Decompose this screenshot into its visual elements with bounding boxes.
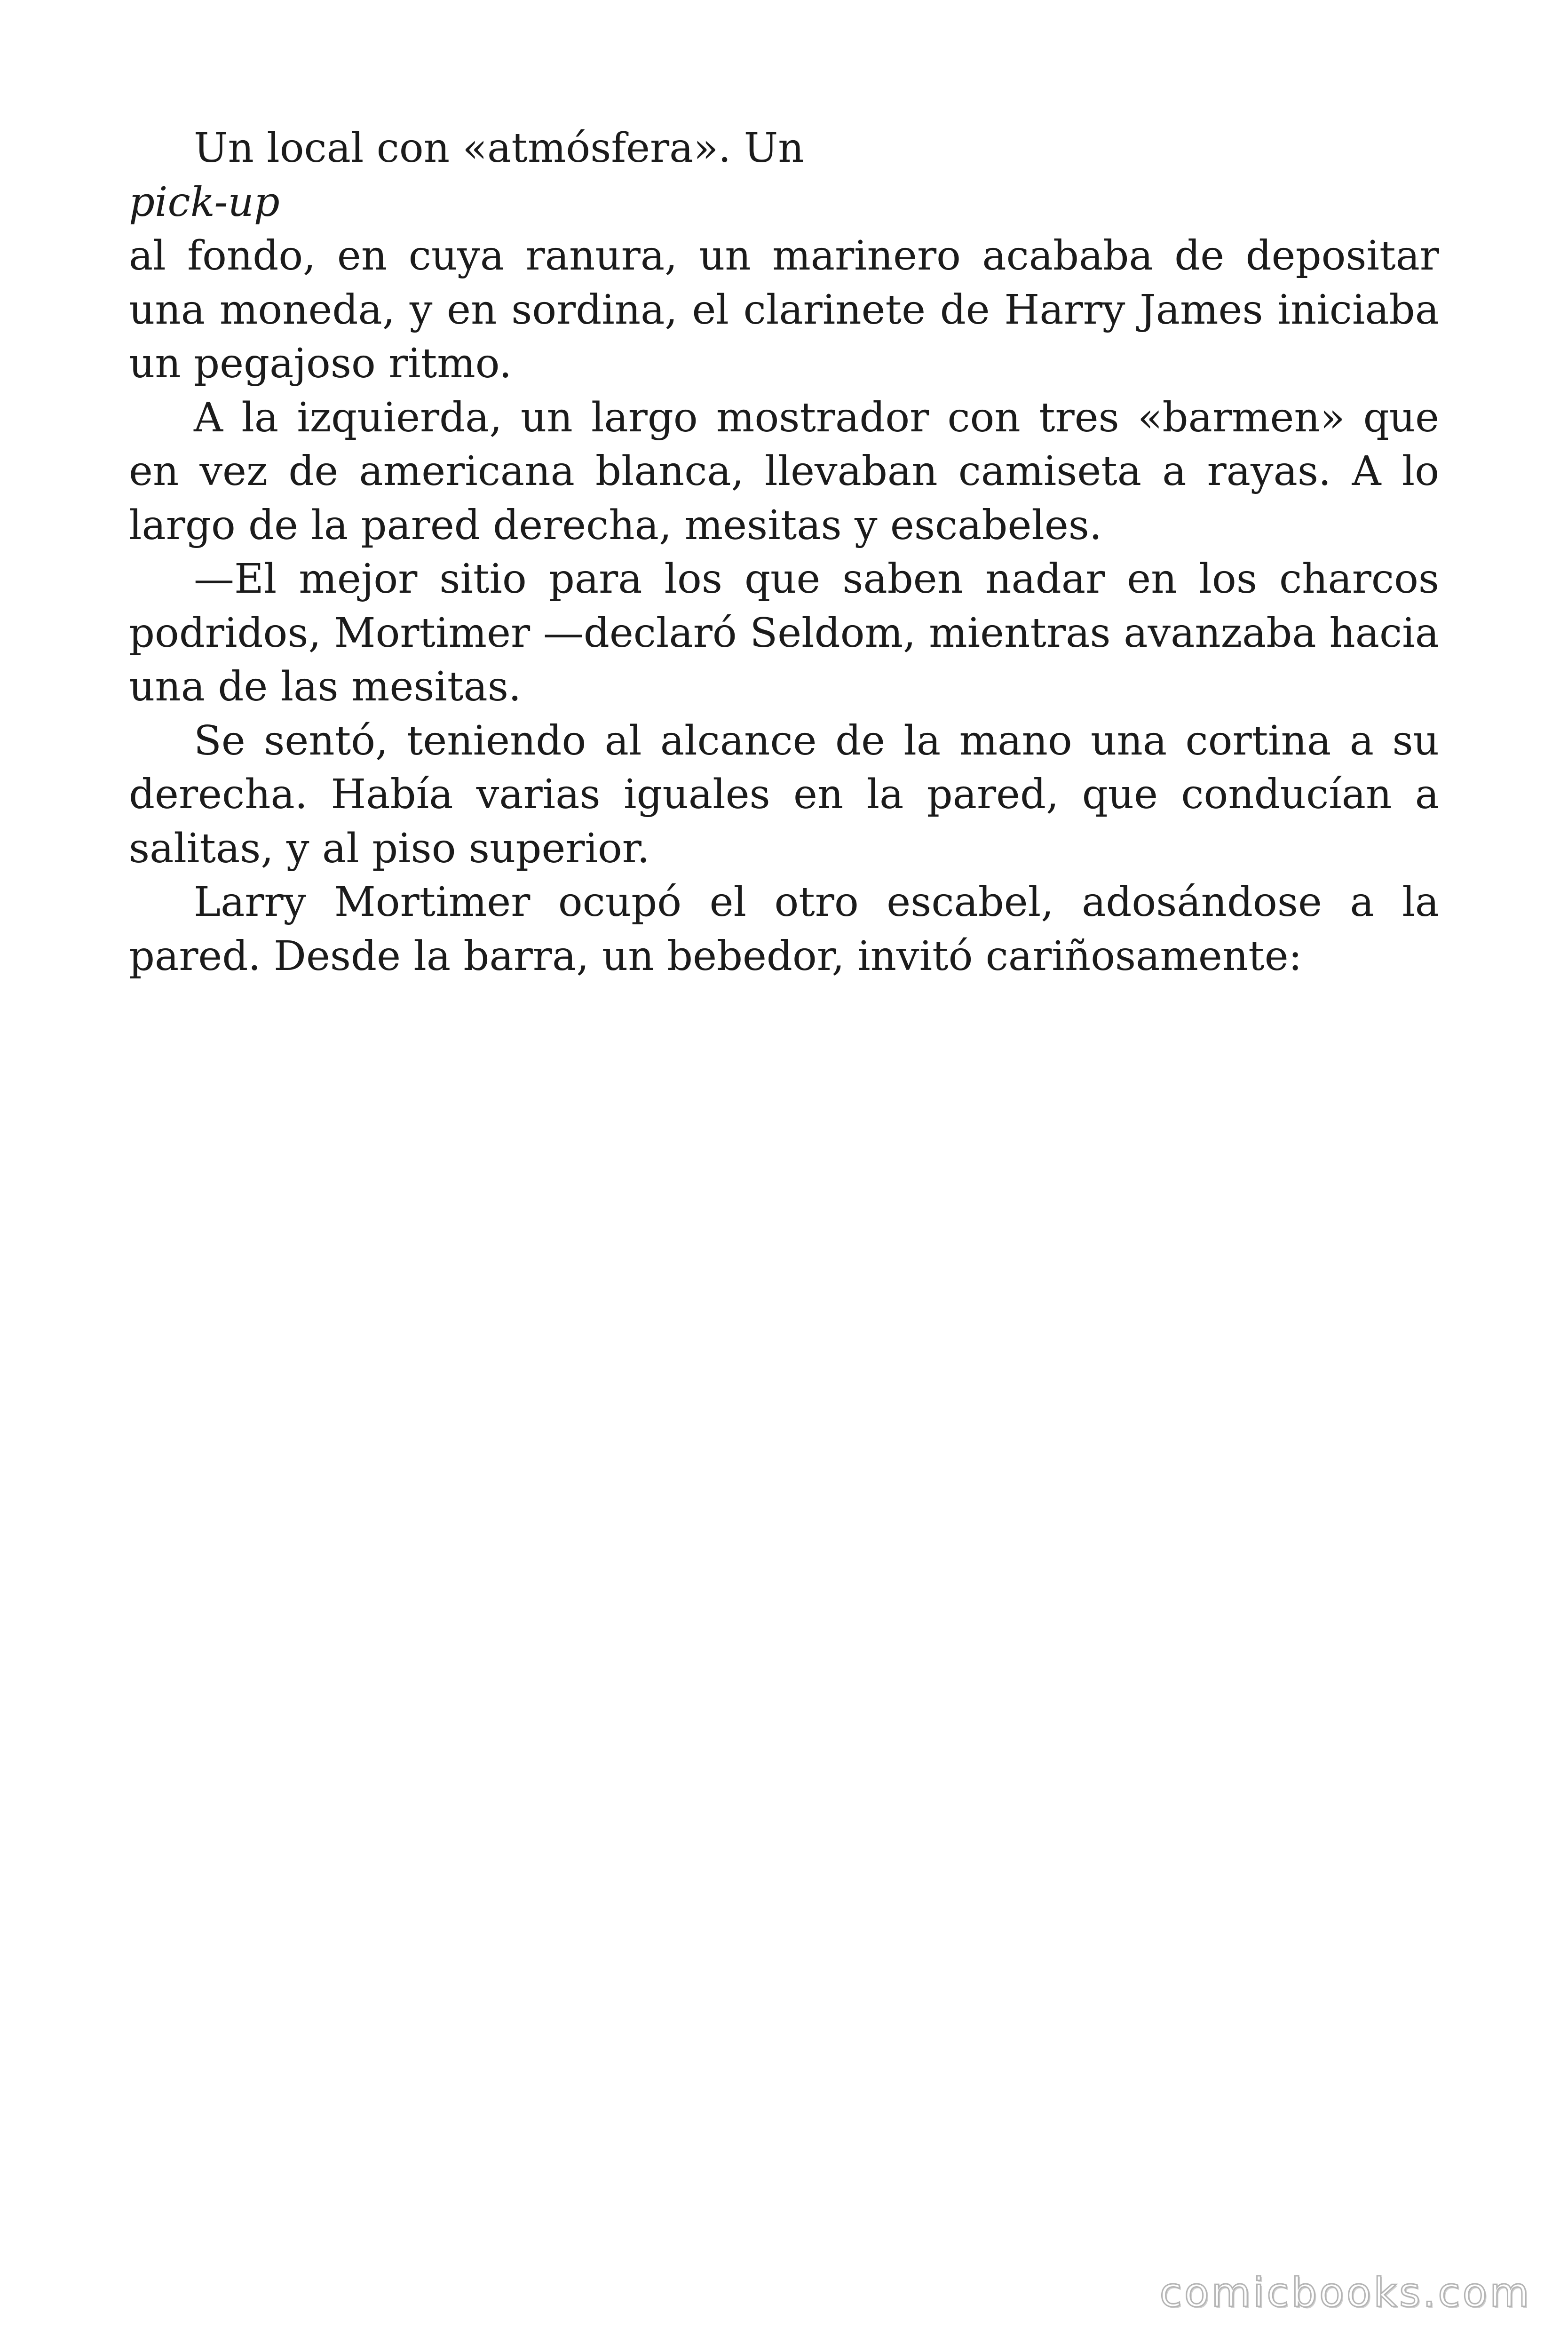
italic-term: pick-up — [129, 178, 280, 226]
paragraph-opening: Un local con «atmósfera». Un — [194, 125, 804, 172]
paragraph-sitting: Se sentó, teniendo al alcance de la mano una cortina a su derecha. Había varias iguales en la pared, que conducían a salitas, y al piso superior. — [129, 717, 1439, 872]
paragraph-bar-description: A la izquierda, un largo mostrador con tres «barmen» que en vez de americana blanca, llevaban camiseta a rayas. A lo largo de la pared derecha, mesitas y escabeles. — [129, 394, 1439, 549]
paragraph-mortimer: Larry Mortimer ocupó el otro escabel, adosándose a la pared. Desde la barra, un bebedor, invitó cariñosamente: — [129, 879, 1439, 980]
paragraph-continuation: al fondo, en cuya ranura, un marinero acababa de depositar una moneda, y en sordina, el clarinete de Harry James iniciaba un pegajoso ritmo. — [129, 232, 1439, 387]
watermark: comicbooks.com — [1159, 2269, 1531, 2316]
page-text — [129, 121, 1439, 983]
paragraph-dialogue: —El mejor sitio para los que saben nadar en los charcos podridos, Mortimer —declaró Seldom, mientras avanzaba hacia una de las mesitas. — [129, 556, 1439, 710]
